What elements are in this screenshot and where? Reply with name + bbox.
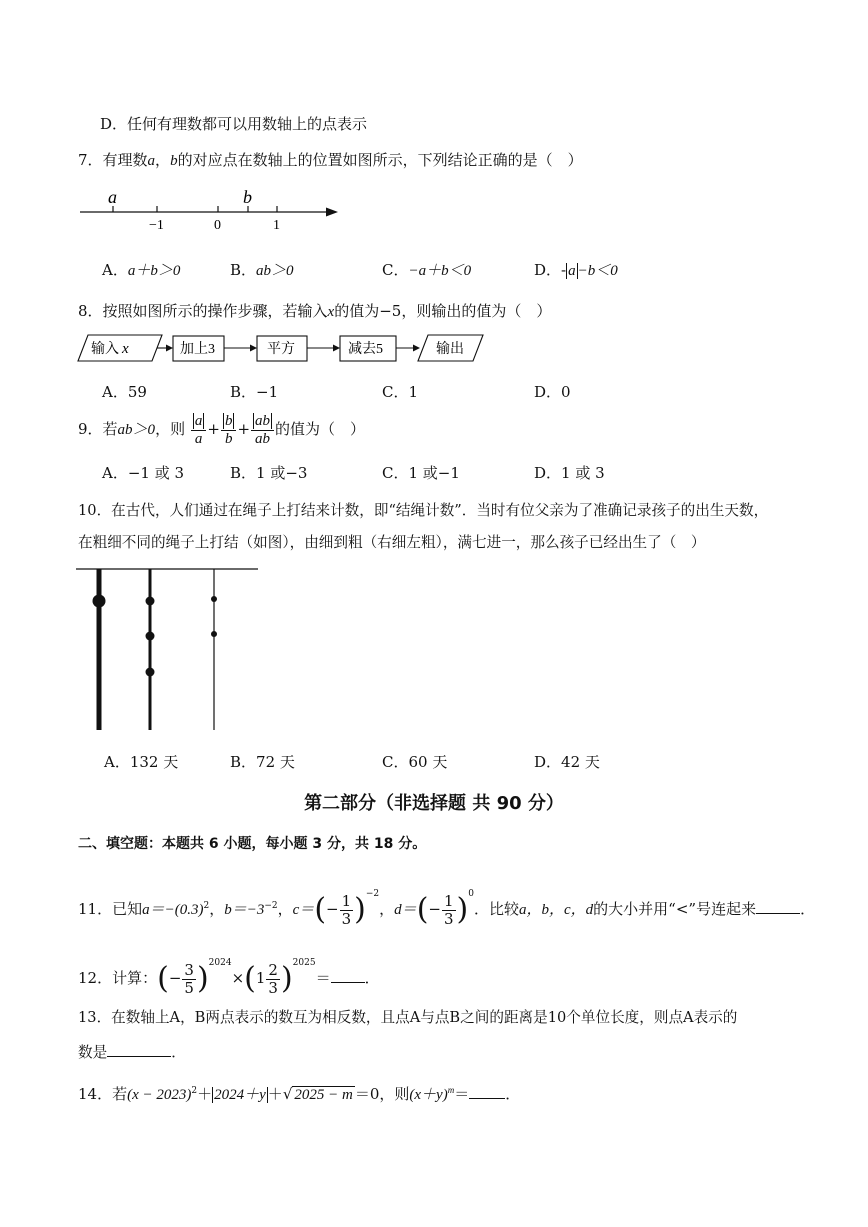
q11-b-def: b＝−3	[224, 902, 265, 918]
q9-fraction-1	[191, 414, 207, 447]
q7-stem	[78, 149, 583, 170]
q9-stem-pre: 9．若	[78, 420, 118, 438]
q7-option-a-label: A．	[102, 261, 128, 279]
q12-stem	[78, 940, 380, 1002]
q13-line-1: 13．在数轴上A，B两点表示的数互为相反数，且点A与点B之间的距离是10个单位长度，则点A表示的	[78, 1009, 738, 1026]
q12-exp-1: 2024	[208, 958, 232, 968]
q7-option-c-expr: −a＋b＜0	[408, 263, 472, 279]
q11-sep-2: ，	[277, 900, 293, 918]
q10-option-a: A．132 天	[104, 753, 179, 771]
q12-f1-den: 5	[184, 978, 194, 997]
q11-post: ．比较	[473, 900, 519, 918]
q7-option-b-expr: ab＞0	[256, 263, 294, 279]
label-b: b	[243, 187, 252, 207]
knot-thick-1	[93, 595, 106, 608]
q11-d-exp: 0	[468, 889, 474, 899]
knot-thin-1	[211, 596, 217, 602]
q11-d-lparen: (	[416, 892, 429, 927]
flow-input-x: x	[122, 341, 129, 357]
q9-option-c: C．1 或−1	[382, 464, 460, 482]
q12-answer-blank[interactable]	[331, 970, 365, 983]
knot-medium-2	[146, 632, 155, 641]
q11-c-def: c＝	[292, 902, 315, 918]
q10-knot-diagram	[76, 564, 262, 734]
q8-option-a: A．59	[102, 383, 147, 401]
q12-neg: −	[168, 969, 182, 987]
q7-option-b-label: B．	[230, 261, 257, 279]
q14-stem	[78, 1083, 520, 1104]
q12-end: ．	[364, 969, 380, 987]
q8-option-b: B．−1	[230, 383, 279, 401]
q7-option-c	[382, 259, 471, 280]
q11-c-den: 3	[341, 909, 352, 928]
q13-line-2-text: 数是	[78, 1044, 108, 1061]
q14-expr1: (x − 2023)	[127, 1087, 192, 1103]
q11-d-den: 3	[443, 909, 454, 928]
q12-rparen-2: )	[280, 961, 293, 996]
q12-f2-num: 2	[268, 960, 278, 979]
q9-f2-num: b	[224, 412, 233, 429]
q11-sep-1: ，	[209, 900, 225, 918]
q14-abs: 2024＋y	[214, 1087, 266, 1103]
label-0: 0	[214, 218, 221, 233]
q10-line-2: 在粗细不同的绳子上打结（如图），由细到粗（右细左粗），满七进一，那么孩子已经出生了（ ）	[78, 534, 706, 551]
q12-exp-2: 2025	[292, 958, 316, 968]
q11-end: ．	[800, 900, 816, 918]
knot-medium-1	[146, 597, 155, 606]
q9-fraction-3	[251, 414, 274, 447]
q9-stem	[78, 408, 365, 451]
knot-thin-2	[211, 631, 217, 637]
q7-option-d-label: D．	[534, 261, 562, 279]
q11-d-num: 1	[443, 891, 454, 910]
q12-pre: 12．计算：	[78, 969, 158, 987]
q11-stem	[78, 868, 815, 936]
flow-step3-label: 减去5	[348, 342, 383, 357]
q7-option-d	[534, 259, 618, 280]
knot-medium-3	[146, 668, 155, 677]
q8-stem-x: x	[327, 304, 335, 320]
part2-section-heading: 二、填空题：本题共 6 小题，每小题 3 分，共 18 分。	[78, 836, 427, 852]
q12-lparen-2: (	[244, 961, 256, 996]
q9-cond: ab＞0	[117, 422, 156, 438]
q12-whole: 1	[255, 969, 266, 987]
q12-f1-num: 3	[184, 960, 194, 979]
q7-option-b	[230, 259, 294, 280]
q13-end: ．	[171, 1044, 186, 1061]
q11-c-num: 1	[341, 891, 352, 910]
q9-option-b: B．1 或−3	[230, 464, 308, 482]
q8-option-c: C．1	[382, 383, 419, 401]
q14-plus-2: ＋	[267, 1085, 283, 1103]
flow-input-label: 输入	[91, 342, 119, 357]
q14-exp2: m	[447, 1085, 455, 1095]
q11-c-rparen: )	[354, 892, 366, 927]
q9-f1-num: a	[194, 412, 203, 429]
flow-arrowhead-3	[333, 345, 340, 352]
q8-flowchart	[76, 332, 496, 366]
q9-plus-2: +	[237, 420, 251, 438]
flow-step2-label: 平方	[267, 342, 295, 357]
label-neg1: −1	[149, 218, 164, 233]
label-1: 1	[273, 218, 280, 233]
q14-answer-blank[interactable]	[469, 1086, 505, 1099]
q7-option-d-pre: -	[561, 261, 567, 279]
q11-b-exp: −2	[264, 901, 278, 911]
q11-c-exp: −2	[365, 889, 380, 899]
q11-letters: a，b，c，d	[519, 902, 594, 918]
q11-d-rparen: )	[456, 892, 469, 927]
q9-option-d: D．1 或 3	[534, 464, 605, 482]
q13-line-2	[78, 1041, 186, 1062]
q11-d-fraction	[442, 891, 456, 928]
q12-fraction-2	[266, 960, 280, 997]
q10-option-c: C．60 天	[382, 753, 448, 771]
q10-option-d: D．42 天	[534, 753, 600, 771]
q12-eq: ＝	[315, 969, 331, 987]
q11-post2: 的大小并用“<”号连起来	[593, 900, 757, 918]
q11-a-def: a＝−(0.3)	[142, 902, 204, 918]
q8-stem-pre: 8．按照如图所示的操作步骤，若输入	[78, 302, 328, 320]
q14-end: ．	[505, 1085, 521, 1103]
q12-rparen-1: )	[196, 961, 209, 996]
q6-option-d: D．任何有理数都可以用数轴上的点表示	[100, 115, 368, 133]
flow-arrowhead-1	[166, 345, 173, 352]
q8-stem-post: 的值为−5，则输出的值为（ ）	[334, 302, 552, 320]
number-line-arrow	[326, 208, 338, 217]
q7-stem-a: a	[147, 153, 156, 169]
part2-title: 第二部分（非选择题 共 90 分）	[304, 793, 564, 814]
q9-option-a: A．−1 或 3	[102, 464, 185, 482]
q7-stem-rest: 的对应点在数轴上的位置如图所示，下列结论正确的是（ ）	[177, 151, 583, 169]
q9-plus-1: +	[207, 420, 220, 438]
q14-sqrt-sign: √	[282, 1085, 293, 1103]
q11-d-neg: −	[428, 900, 441, 918]
q12-f2-den: 3	[268, 978, 278, 997]
flow-arrowhead-4	[413, 345, 420, 352]
flow-step1-label: 加上3	[180, 342, 215, 357]
q14-exp1: 2	[191, 1086, 198, 1096]
q7-option-d-post: −b＜0	[577, 263, 618, 279]
q8-stem	[78, 300, 551, 321]
q14-result: (x＋y)	[409, 1087, 448, 1103]
q7-option-d-abs: a	[568, 263, 576, 279]
q9-f1-den: a	[194, 430, 203, 447]
q14-expr4: ＝0，则	[354, 1085, 410, 1103]
q7-stem-prefix: 7．有理数	[78, 151, 148, 169]
q10-option-b: B．72 天	[230, 753, 295, 771]
q13-answer-blank[interactable]	[107, 1044, 171, 1057]
q11-pre: 11．已知	[78, 900, 143, 918]
q9-stem-post: 的值为（ ）	[275, 420, 366, 438]
q9-f2-den: b	[224, 430, 233, 447]
q11-c-lparen: (	[314, 892, 327, 927]
q12-times: ×	[231, 969, 245, 987]
q12-fraction-1	[182, 960, 196, 997]
q8-option-d: D．0	[534, 383, 571, 401]
q7-stem-b: b	[170, 153, 178, 169]
q7-number-line	[70, 180, 360, 240]
flow-output-label: 输出	[436, 342, 464, 357]
q9-f3-den: ab	[255, 430, 271, 447]
q14-plus-1: ＋	[197, 1085, 213, 1103]
q12-lparen-1: (	[157, 961, 169, 996]
q14-sqrt: 2025 − m	[294, 1087, 353, 1103]
q11-c-fraction	[340, 891, 354, 928]
q11-sep-3: ，	[379, 900, 395, 918]
q14-pre: 14．若	[78, 1085, 128, 1103]
label-a: a	[108, 187, 117, 207]
q11-a-exp: 2	[203, 901, 210, 911]
flow-arrowhead-2	[250, 345, 257, 352]
q7-option-c-label: C．	[382, 261, 409, 279]
q7-stem-sep: ，	[155, 151, 171, 169]
q9-stem-mid: ，则	[155, 420, 186, 438]
q9-f3-num: ab	[255, 412, 271, 429]
q7-option-a-expr: a＋b＞0	[127, 263, 181, 279]
q14-eq: ＝	[454, 1085, 470, 1103]
q9-fraction-2	[221, 414, 237, 447]
q10-line-1: 10．在古代，人们通过在绳子上打结来计数，即“结绳计数”．当时有位父亲为了准确记录孩子的出生天数，	[78, 502, 769, 519]
q11-d-def: d＝	[394, 902, 417, 918]
q11-c-neg: −	[326, 900, 339, 918]
q7-option-a	[102, 259, 180, 280]
q11-answer-blank[interactable]	[756, 901, 800, 914]
